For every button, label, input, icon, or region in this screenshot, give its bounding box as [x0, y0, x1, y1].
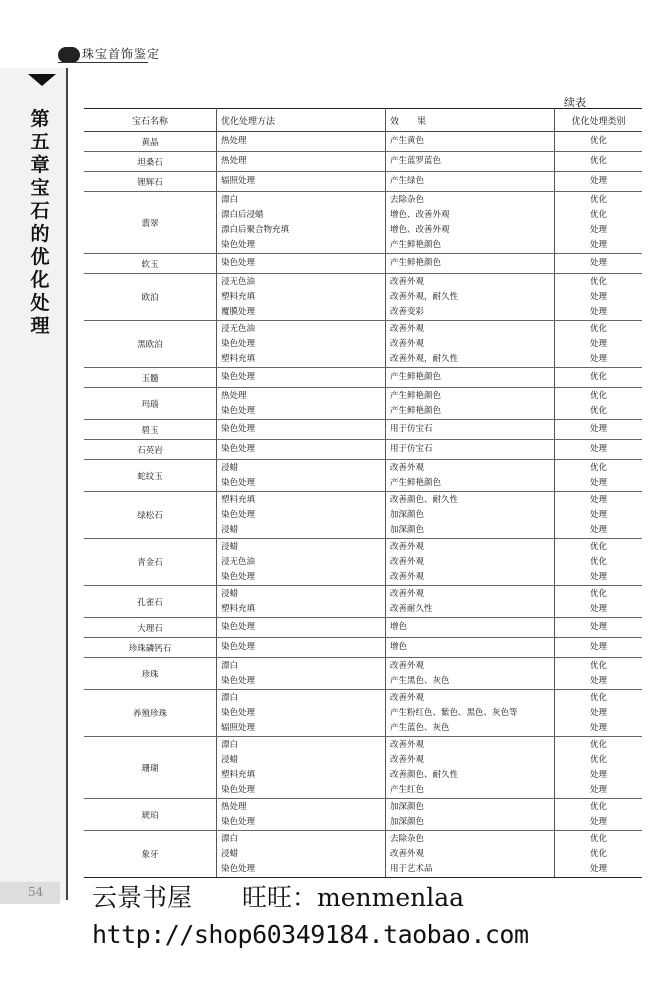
- shop-name: 云景书屋: [92, 883, 193, 912]
- category-text: 处理: [589, 306, 607, 317]
- gem-name-cell: [84, 831, 217, 878]
- effect-text: 产生粉红色、紫色、黑色、灰色等: [390, 707, 518, 718]
- category-cell: [555, 254, 643, 274]
- gem-name-cell: [84, 192, 217, 254]
- gem-name-cell: [84, 254, 217, 274]
- table-row: [84, 638, 642, 658]
- gem-name: 碧玉: [141, 425, 159, 436]
- category-cell: [555, 586, 643, 618]
- gem-name-cell: [84, 658, 217, 690]
- gem-name-cell: [84, 388, 217, 420]
- effect-text: 加深颜色: [390, 816, 425, 827]
- gem-name-cell: [84, 172, 217, 192]
- method-text: 浸蜡: [221, 541, 239, 552]
- table-row: [84, 420, 642, 440]
- method-cell: [217, 274, 386, 321]
- gem-name: 珊瑚: [141, 763, 159, 774]
- gem-name-cell: [84, 321, 217, 368]
- gem-name: 欧泊: [141, 293, 159, 303]
- effect-text: 产生蓝色、灰色: [390, 722, 450, 733]
- page-number: 54: [28, 885, 44, 899]
- gem-name-cell: [84, 737, 217, 799]
- effect-text: 产生鲜艳颜色: [390, 239, 442, 250]
- gem-name: 石英岩: [137, 445, 163, 456]
- method-cell: [217, 152, 386, 172]
- category-cell: [555, 440, 643, 460]
- category-cell: [555, 132, 643, 152]
- effect-cell: [386, 274, 555, 321]
- effect-text: 用于仿宝石: [390, 424, 433, 434]
- header-gem-name: 宝石名称: [84, 109, 217, 132]
- category-text: 优化: [589, 833, 607, 844]
- category-text: 处理: [589, 816, 607, 827]
- effect-cell: [386, 254, 555, 274]
- gem-name: 象牙: [141, 850, 159, 860]
- gem-name-cell: [84, 274, 217, 321]
- category-cell: [555, 618, 643, 638]
- method-cell: [217, 321, 386, 368]
- method-text: 塑料充填: [221, 769, 256, 780]
- category-text: 处理: [589, 477, 607, 488]
- gem-name-cell: [84, 638, 217, 658]
- method-text: 覆膜处理: [221, 306, 256, 317]
- gem-name: 翡翠: [141, 218, 159, 229]
- gem-name-cell: [84, 420, 217, 440]
- method-text: 漂白: [221, 194, 239, 205]
- table-row: [84, 586, 642, 618]
- header-method: 优化处理方法: [217, 109, 386, 132]
- category-text: 处理: [589, 722, 607, 733]
- category-text: 处理: [589, 769, 607, 780]
- method-cell: [217, 388, 386, 420]
- category-text: 优化: [589, 739, 607, 750]
- category-cell: [555, 368, 643, 388]
- method-text: 热处理: [221, 801, 247, 812]
- gem-name: 黑欧泊: [137, 340, 163, 350]
- method-cell: [217, 192, 386, 254]
- effect-text: 产生绿色: [390, 176, 425, 186]
- category-text: 优化: [589, 136, 607, 146]
- gem-name: 琥珀: [141, 810, 159, 821]
- table-row: [84, 321, 642, 368]
- effect-text: 加深颜色: [390, 801, 425, 812]
- effect-cell: [386, 152, 555, 172]
- method-text: 热处理: [221, 390, 247, 401]
- effect-cell: [386, 192, 555, 254]
- gem-name: 大理石: [137, 623, 163, 634]
- category-text: 处理: [589, 509, 607, 520]
- method-cell: [217, 658, 386, 690]
- method-cell: [217, 132, 386, 152]
- gem-name: 黄晶: [141, 137, 159, 148]
- effect-text: 改善外观: [390, 754, 425, 765]
- effect-text: 改善外观: [390, 739, 425, 750]
- gem-name: 珍珠: [141, 669, 159, 680]
- gem-name-cell: [84, 618, 217, 638]
- effect-text: 改善外观: [390, 323, 425, 334]
- method-text: 染色处理: [221, 477, 256, 488]
- gem-name: 锂辉石: [137, 177, 163, 188]
- effect-cell: [386, 388, 555, 420]
- continued-label: 续表: [564, 96, 586, 109]
- method-text: 漂白后聚合物充填: [221, 224, 290, 235]
- category-text: 处理: [589, 603, 607, 614]
- method-text: 染色处理: [221, 424, 256, 434]
- effect-cell: [386, 368, 555, 388]
- gem-name-cell: [84, 460, 217, 492]
- category-text: 优化: [589, 156, 607, 166]
- method-text: 辐照处理: [221, 176, 256, 186]
- effect-text: 改善外观: [390, 556, 425, 567]
- effect-text: 去除杂色: [390, 833, 425, 844]
- method-cell: [217, 420, 386, 440]
- method-text: 浸无色油: [221, 556, 256, 567]
- category-cell: [555, 192, 643, 254]
- method-text: 浸蜡: [221, 524, 239, 535]
- category-text: 处理: [589, 258, 607, 268]
- method-text: 浸蜡: [221, 462, 239, 473]
- method-cell: [217, 638, 386, 658]
- gem-name: 坦桑石: [137, 157, 163, 168]
- table-row: [84, 658, 642, 690]
- effect-text: 产生鲜艳颜色: [390, 258, 442, 268]
- category-text: 处理: [589, 863, 607, 874]
- method-text: 染色处理: [221, 509, 256, 520]
- effect-cell: [386, 618, 555, 638]
- header-effect: 效 果: [386, 109, 555, 132]
- gem-name: 绿松石: [137, 511, 163, 521]
- diamond-icon: [28, 74, 56, 86]
- table-row: [84, 152, 642, 172]
- table-row: [84, 492, 642, 539]
- effect-text: 改善外观: [390, 462, 425, 473]
- method-text: 染色处理: [221, 571, 256, 582]
- method-text: 染色处理: [221, 338, 256, 349]
- category-text: 处理: [589, 239, 607, 250]
- effect-text: 用于艺术品: [390, 863, 433, 874]
- effect-text: 产生红色: [390, 784, 425, 795]
- category-text: 处理: [589, 707, 607, 718]
- method-text: 浸蜡: [221, 848, 239, 859]
- method-cell: [217, 440, 386, 460]
- method-cell: [217, 539, 386, 586]
- category-text: 处理: [589, 291, 607, 302]
- category-text: 处理: [589, 622, 607, 632]
- method-cell: [217, 172, 386, 192]
- effect-text: 产生鲜艳颜色: [390, 477, 442, 488]
- effect-cell: [386, 420, 555, 440]
- category-text: 优化: [589, 556, 607, 567]
- gem-name: 孔雀石: [137, 597, 163, 608]
- table-row: [84, 368, 642, 388]
- category-cell: [555, 172, 643, 192]
- gem-name: 软玉: [141, 259, 159, 270]
- effect-text: 产生鲜艳颜色: [390, 405, 442, 416]
- method-text: 漂白: [221, 660, 239, 671]
- category-text: 处理: [589, 444, 607, 454]
- gem-name-cell: [84, 152, 217, 172]
- wangwang-id: 旺旺：menmenlaa: [242, 883, 465, 912]
- effect-text: 改善外观: [390, 660, 425, 671]
- footer-line1: [92, 878, 464, 914]
- gem-name: 养殖珍珠: [132, 709, 167, 719]
- table-row: [84, 172, 642, 192]
- gem-name: 青金石: [137, 558, 163, 568]
- effect-text: 产生蓝罗蓝色: [390, 156, 442, 166]
- effect-text: 改善外观: [390, 588, 425, 599]
- effect-cell: [386, 440, 555, 460]
- method-text: 热处理: [221, 156, 247, 166]
- method-cell: [217, 254, 386, 274]
- book-logo-icon: [58, 47, 80, 63]
- method-cell: [217, 831, 386, 878]
- category-text: 处理: [589, 571, 607, 582]
- method-cell: [217, 618, 386, 638]
- effect-text: 改善外观，耐久性: [390, 353, 459, 364]
- category-cell: [555, 831, 643, 878]
- method-text: 染色处理: [221, 784, 256, 795]
- category-cell: [555, 539, 643, 586]
- effect-text: 加深颜色: [390, 524, 425, 535]
- category-text: 处理: [589, 424, 607, 434]
- effect-text: 改善变彩: [390, 306, 425, 317]
- method-cell: [217, 492, 386, 539]
- effect-text: 用于仿宝石: [390, 444, 433, 454]
- effect-cell: [386, 539, 555, 586]
- category-text: 处理: [589, 784, 607, 795]
- gem-name-cell: [84, 539, 217, 586]
- effect-cell: [386, 586, 555, 618]
- effect-text: 改善颜色、耐久性: [390, 494, 459, 505]
- method-text: 染色处理: [221, 239, 256, 250]
- method-text: 漂白: [221, 739, 239, 750]
- effect-cell: [386, 172, 555, 192]
- effect-text: 产生鲜艳颜色: [390, 372, 442, 382]
- gem-name-cell: [84, 492, 217, 539]
- method-text: 塑料充填: [221, 494, 256, 505]
- gem-name-cell: [84, 440, 217, 460]
- gem-name-cell: [84, 690, 217, 737]
- method-text: 染色处理: [221, 675, 256, 686]
- category-text: 处理: [589, 494, 607, 505]
- category-text: 优化: [589, 660, 607, 671]
- method-text: 辐照处理: [221, 722, 256, 733]
- table-row: [84, 460, 642, 492]
- gem-name-cell: [84, 132, 217, 152]
- effect-text: 改善外观: [390, 692, 425, 703]
- table-row: [84, 254, 642, 274]
- method-text: 漂白后浸蜡: [221, 209, 264, 220]
- method-text: 染色处理: [221, 642, 256, 652]
- method-text: 热处理: [221, 136, 247, 146]
- category-cell: [555, 274, 643, 321]
- category-cell: [555, 321, 643, 368]
- category-text: 处理: [589, 524, 607, 535]
- effect-text: 去除杂色: [390, 194, 425, 205]
- table-row: [84, 388, 642, 420]
- gem-name-cell: [84, 586, 217, 618]
- effect-text: 增色、改善外观: [390, 224, 450, 235]
- category-text: 处理: [589, 353, 607, 364]
- category-text: 处理: [589, 642, 607, 652]
- effect-cell: [386, 638, 555, 658]
- gem-name: 珍珠磷钙石: [128, 643, 172, 654]
- gem-name-cell: [84, 368, 217, 388]
- category-text: 处理: [589, 176, 607, 186]
- table-row: [84, 618, 642, 638]
- category-text: 优化: [589, 801, 607, 812]
- category-text: 优化: [589, 848, 607, 859]
- gem-name: 玉髓: [141, 373, 159, 384]
- table-row: [84, 132, 642, 152]
- method-text: 浸无色油: [221, 323, 256, 334]
- method-text: 塑料充填: [221, 603, 256, 614]
- gem-name-cell: [84, 799, 217, 831]
- method-cell: [217, 737, 386, 799]
- book-title: 珠宝首饰鉴定: [82, 47, 161, 61]
- effect-text: 增色: [390, 622, 408, 632]
- category-text: 优化: [589, 194, 607, 205]
- effect-text: 增色、改善外观: [390, 209, 450, 220]
- category-cell: [555, 388, 643, 420]
- method-text: 染色处理: [221, 372, 256, 382]
- category-text: 优化: [589, 323, 607, 334]
- chapter-title: 第五章 宝石的优化处理: [30, 108, 50, 337]
- table-header-row: [84, 109, 642, 132]
- category-text: 处理: [589, 675, 607, 686]
- effect-text: 改善颜色、耐久性: [390, 769, 459, 780]
- table-row: [84, 831, 642, 878]
- method-cell: [217, 586, 386, 618]
- table-row: [84, 440, 642, 460]
- effect-text: 产生鲜艳颜色: [390, 390, 442, 401]
- category-text: 优化: [589, 754, 607, 765]
- method-text: 浸蜡: [221, 588, 239, 599]
- effect-text: 改善外观: [390, 848, 425, 859]
- shop-url: http://shop60349184.taobao.com: [92, 920, 529, 949]
- effect-text: 改善外观: [390, 338, 425, 349]
- effect-text: 改善外观: [390, 571, 425, 582]
- effect-text: 产生黑色、灰色: [390, 675, 450, 686]
- method-text: 浸蜡: [221, 754, 239, 765]
- method-text: 染色处理: [221, 816, 256, 827]
- effect-cell: [386, 690, 555, 737]
- method-text: 染色处理: [221, 622, 256, 632]
- category-text: 优化: [589, 276, 607, 287]
- table-row: [84, 539, 642, 586]
- method-text: 漂白: [221, 833, 239, 844]
- method-text: 染色处理: [221, 405, 256, 416]
- header-rule: [58, 62, 148, 63]
- gem-name: 玛瑙: [141, 399, 159, 410]
- category-text: 处理: [589, 224, 607, 235]
- effect-text: 改善耐久性: [390, 603, 433, 614]
- effect-text: 改善外观: [390, 276, 425, 287]
- category-cell: [555, 658, 643, 690]
- method-text: 染色处理: [221, 444, 256, 454]
- category-text: 优化: [589, 541, 607, 552]
- category-text: 优化: [589, 209, 607, 220]
- gem-name: 蛇纹玉: [137, 471, 163, 482]
- category-cell: [555, 492, 643, 539]
- category-text: 优化: [589, 390, 607, 401]
- method-cell: [217, 368, 386, 388]
- effect-text: 增色: [390, 642, 408, 652]
- method-text: 浸无色油: [221, 276, 256, 287]
- method-cell: [217, 460, 386, 492]
- method-text: 漂白: [221, 692, 239, 703]
- category-cell: [555, 152, 643, 172]
- effect-text: 改善外观，耐久性: [390, 291, 459, 302]
- effect-cell: [386, 321, 555, 368]
- effect-cell: [386, 132, 555, 152]
- category-text: 处理: [589, 338, 607, 349]
- method-cell: [217, 799, 386, 831]
- method-text: 塑料充填: [221, 353, 256, 364]
- table-row: [84, 274, 642, 321]
- effect-text: 产生黄色: [390, 136, 425, 146]
- category-text: 优化: [589, 692, 607, 703]
- category-text: 优化: [589, 588, 607, 599]
- category-cell: [555, 420, 643, 440]
- category-text: 优化: [589, 372, 607, 382]
- method-text: 染色处理: [221, 863, 256, 874]
- method-cell: [217, 690, 386, 737]
- header-category: 优化处理类别: [555, 109, 643, 132]
- effect-cell: [386, 658, 555, 690]
- category-text: 优化: [589, 462, 607, 473]
- method-text: 染色处理: [221, 707, 256, 718]
- category-cell: [555, 460, 643, 492]
- method-text: 塑料充填: [221, 291, 256, 302]
- category-text: 优化: [589, 405, 607, 416]
- effect-cell: [386, 460, 555, 492]
- table-row: [84, 192, 642, 254]
- effect-text: 加深颜色: [390, 509, 425, 520]
- effect-text: 改善外观: [390, 541, 425, 552]
- method-text: 染色处理: [221, 258, 256, 268]
- effect-cell: [386, 492, 555, 539]
- category-cell: [555, 638, 643, 658]
